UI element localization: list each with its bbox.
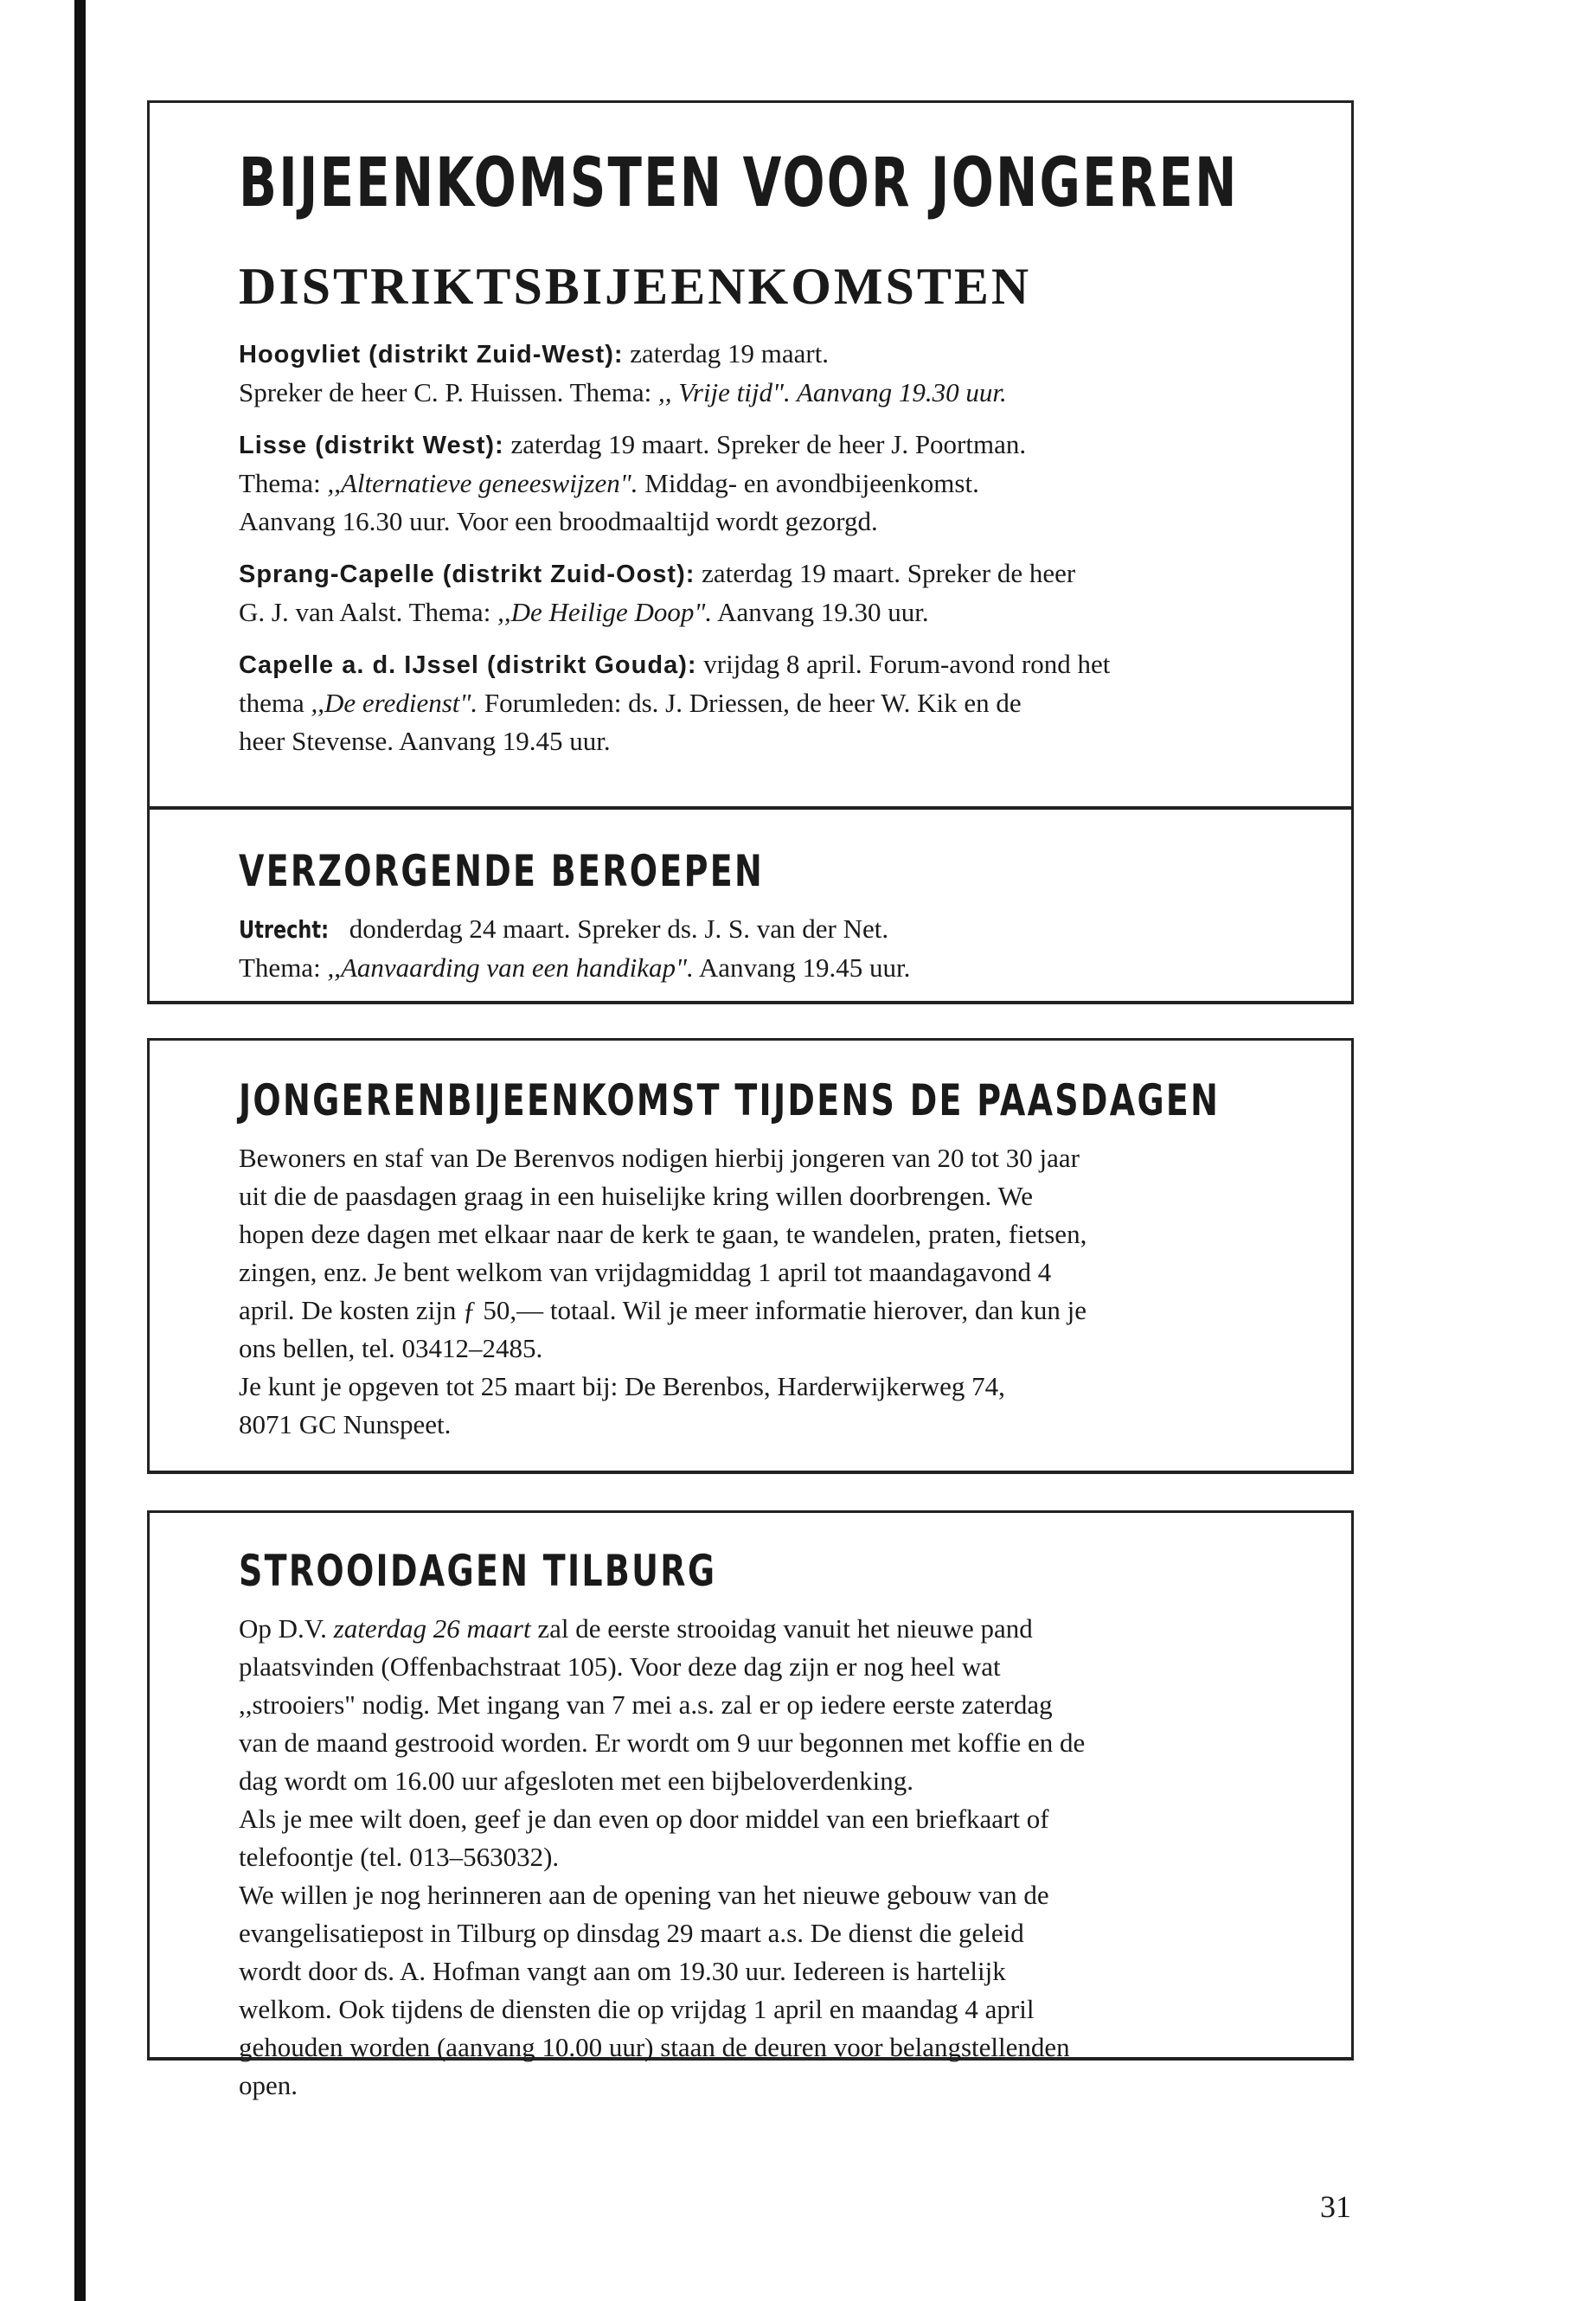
entry-lisse (239, 426, 1317, 541)
body-line: ,,strooiers" nodig. Met ingang van 7 mei a.s. zal er op iedere eerste zaterdag (239, 1689, 1053, 1720)
entry-line (239, 593, 1317, 631)
entry-text: thema (239, 688, 311, 718)
body-line: telefoontje (tel. 013–563032). (239, 1842, 560, 1872)
entry-line: heer Stevense. Aanvang 19.45 uur. (239, 726, 611, 756)
entry-line (239, 910, 1317, 949)
body-text: zal de eerste strooidag vanuit het nieuwe pand (530, 1613, 1033, 1644)
entry-line: Aanvang 16.30 uur. Voor een broodmaaltijd wordt gezorgd. (239, 506, 878, 536)
entry-lead: Utrecht: (239, 915, 330, 944)
entry-line (239, 684, 1317, 722)
entry-lead: Sprang-Capelle (distrikt Zuid-Oost): (239, 561, 695, 588)
entry-text: Spreker de heer C. P. Huissen. Thema: (239, 377, 658, 407)
section-paasdagen (147, 1038, 1354, 1474)
body-line: april. De kosten zijn ƒ 50,— totaal. Wil je meer informatie hierover, dan kun je (239, 1295, 1087, 1325)
page-number: 31 (1320, 2189, 1351, 2224)
section-body (239, 1610, 1317, 2105)
body-line: dag wordt om 16.00 uur afgesloten met een bijbeloverdenking. (239, 1766, 913, 1796)
entry-lead: Lisse (distrikt West): (239, 432, 504, 459)
entry-text: G. J. van Aalst. Thema: (239, 597, 498, 627)
body-line: plaatsvinden (Offenbachstraat 105). Voor deze dag zijn er nog heel wat (239, 1651, 1001, 1682)
entry-line (239, 465, 1317, 503)
body-line: gehouden worden (aanvang 10.00 uur) staan de deuren voor belangstellenden (239, 2032, 1070, 2062)
section-body (239, 1139, 1317, 1444)
section-body (239, 910, 1317, 987)
entry-line (239, 645, 1317, 684)
entry-text: Middag- en avondbijeenkomst. (638, 468, 979, 498)
entry-text: Thema: (239, 952, 328, 983)
entry-theme: ,,Alternatieve geneeswijzen". (327, 468, 638, 498)
binding-edge (74, 0, 86, 2301)
district-list (239, 335, 1317, 774)
entry-text: zaterdag 19 maart. (623, 338, 830, 369)
body-line: Bewoners en staf van De Berenvos nodigen hierbij jongeren van 20 tot 30 jaar (239, 1143, 1080, 1173)
entry-text: Thema: (239, 468, 328, 498)
body-line: wordt door ds. A. Hofman vangt aan om 19.30 uur. Iedereen is hartelijk (239, 1956, 1006, 1986)
page-title: BIJEENKOMSTEN VOOR JONGEREN (239, 144, 1239, 222)
section-strooidagen-tilburg (147, 1510, 1354, 2100)
entry-text: Forumleden: ds. J. Driessen, de heer W. Kik en de (478, 688, 1022, 718)
entry-text: Aanvang 19.45 uur. (693, 952, 911, 983)
entry-hoogvliet (239, 335, 1317, 412)
section-distriktsbijeenkomsten (147, 100, 1354, 810)
body-text: Op D.V. (239, 1613, 334, 1644)
section-title: JONGERENBIJEENKOMST TIJDENS DE PAASDAGEN (239, 1075, 1221, 1125)
entry-text: zaterdag 19 maart. Spreker de heer (695, 558, 1076, 588)
entry-line (239, 554, 1317, 593)
body-line: 8071 GC Nunspeet. (239, 1409, 452, 1439)
entry-sprang-capelle (239, 554, 1317, 631)
body-date: zaterdag 26 maart (333, 1613, 531, 1644)
section-verzorgende-beroepen (147, 810, 1354, 1004)
entry-theme: ,, Vrije tijd". Aanvang 19.30 uur. (658, 377, 1007, 407)
entry-line (239, 374, 1317, 412)
body-line: van de maand gestrooid worden. Er wordt om 9 uur begonnen met koffie en de (239, 1727, 1086, 1758)
entry-text: donderdag 24 maart. Spreker ds. J. S. van der Net. (343, 913, 889, 944)
entry-theme: ,,Aanvaarding van een handikap". (327, 952, 694, 983)
body-line: Als je mee wilt doen, geef je dan even op door middel van een briefkaart of (239, 1804, 1049, 1834)
entry-capelle-ijssel (239, 645, 1317, 760)
body-line: welkom. Ook tijdens de diensten die op vrijdag 1 april en maandag 4 april (239, 1994, 1035, 2024)
body-line: Je kunt je opgeven tot 25 maart bij: De Berenbos, Harderwijkerweg 74, (239, 1371, 1005, 1401)
body-line: open. (239, 2070, 298, 2100)
entry-line (239, 335, 1317, 374)
entry-theme: ,,De Heilige Doop". (497, 597, 713, 627)
entry-lead: Hoogvliet (distrikt Zuid-West): (239, 341, 624, 369)
body-line: ons bellen, tel. 03412–2485. (239, 1333, 543, 1363)
entry-line (239, 426, 1317, 465)
entry-text: Aanvang 19.30 uur. (712, 597, 929, 627)
entry-text: vrijdag 8 april. Forum-avond rond het (696, 649, 1111, 679)
body-line: evangelisatiepost in Tilburg op dinsdag 29 maart a.s. De dienst die geleid (239, 1918, 1024, 1948)
body-line: hopen deze dagen met elkaar naar de kerk te gaan, te wandelen, praten, fietsen, (239, 1219, 1087, 1249)
section-title: STROOIDAGEN TILBURG (239, 1546, 717, 1596)
body-line: uit die de paasdagen graag in een huiselijke kring willen doorbrengen. We (239, 1181, 1034, 1211)
body-line (239, 1610, 1317, 1648)
entry-theme: ,,De eredienst". (311, 688, 478, 718)
entry-lead: Capelle a. d. IJssel (distrikt Gouda): (239, 651, 697, 679)
section-subtitle: DISTRIKTSBIJEENKOMSTEN (239, 258, 1032, 315)
body-line: zingen, enz. Je bent welkom van vrijdagmiddag 1 april tot maandagavond 4 (239, 1257, 1052, 1287)
entry-text: zaterdag 19 maart. Spreker de heer J. Poortman. (503, 429, 1027, 459)
entry-line (239, 949, 1317, 987)
body-line: We willen je nog herinneren aan de opening van het nieuwe gebouw van de (239, 1880, 1049, 1910)
section-title: VERZORGENDE BEROEPEN (239, 846, 765, 896)
